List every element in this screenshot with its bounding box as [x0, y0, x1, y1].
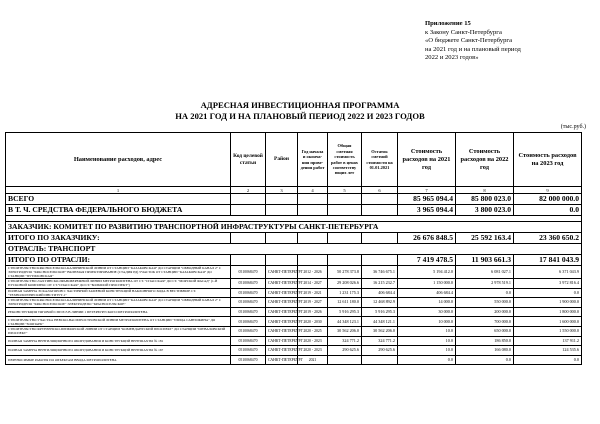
- header-name: Наименование расходов, адрес: [6, 133, 231, 187]
- branch-total-2021: 7 419 478.5: [398, 255, 456, 266]
- total-label: ВСЕГО: [6, 194, 231, 205]
- item-district: САНКТ-ПЕТЕРБУРГ: [266, 298, 298, 308]
- item-total-cost: 30 562 206.0: [328, 326, 362, 336]
- item-name: РЕКОНСТРУКЦИЯ ТЯГОВОЙ СПП 815 В ЛИНИИ 1 ПЕТЕРБУРГСКОГО МЕТРОПОЛИТЕНА: [6, 307, 231, 317]
- branch-total-2023: 17 841 043.9: [514, 255, 582, 266]
- item-2023: 3 972 816.4: [514, 279, 582, 289]
- item-years: 2021: [298, 355, 328, 365]
- item-remaining-cost: [362, 355, 398, 365]
- customer-total-2022: 25 592 163.4: [456, 233, 514, 244]
- item-district: САНКТ-ПЕТЕРБУРГ: [266, 346, 298, 356]
- table-row: [6, 288, 582, 298]
- branch-label: ОТРАСЛЬ: ТРАНСПОРТ: [6, 244, 582, 255]
- item-total-cost: 290 625.6: [328, 346, 362, 356]
- item-2022: 166 080.0: [456, 346, 514, 356]
- item-district: САНКТ-ПЕТЕРБУРГ: [266, 266, 298, 279]
- column-numbers-row: [6, 187, 582, 194]
- item-district: САНКТ-ПЕТЕРБУРГ: [266, 317, 298, 327]
- document-title: [0, 100, 600, 121]
- customer-total-2021: 26 676 848.5: [398, 233, 456, 244]
- header-district: Район: [266, 133, 298, 187]
- column-number: 7: [398, 187, 456, 194]
- item-2022: 6 081 027.1: [456, 266, 514, 279]
- item-name: ПОЛНАЯ ЗАМЕНА ЭСКАЛАТОРОВ С ЧАСТИЧНОЙ ЗАМЕНОЙ КОНСТРУКЦИЙ НАКЛОННОГО ХОДА В ВЕСТИБЮЛЕ СТ. "ТЕХНОЛОГИЧЕСКИЙ ИНСТИТУТ-1": [6, 288, 231, 298]
- item-remaining-cost: 16 215 232.7: [362, 279, 398, 289]
- item-name: СТРОИТЕЛЬСТВО КРАСНОСЕЛЬСКО-КАЛИНИНСКОЙ ЛИНИИ ОТ СТАНЦИИ "КАЗАКОВСКАЯ" ДО СТАНЦИИ "ОБВОДНЫЙ КАНАЛ 2" С ЭЛЕКТРОДЕПО "КРАСНОСЕЛЬСКОЕ" ЭЛЕКТРОДЕПО "КРАСНОСЕЛЬСКОЕ": [6, 298, 231, 308]
- item-remaining-cost: 36 746 675.1: [362, 266, 398, 279]
- item-2022: 650 000.0: [456, 326, 514, 336]
- item-total-cost: 50 278 373.8: [328, 266, 362, 279]
- customer-row: [6, 222, 582, 233]
- items-body: [6, 266, 582, 365]
- column-number: 9: [514, 187, 582, 194]
- item-2021: 1 150 000.0: [398, 279, 456, 289]
- item-2023: 6 371 043.9: [514, 266, 582, 279]
- item-remaining-cost: 44 348 121.1: [362, 317, 398, 327]
- item-2022: 700 000.0: [456, 317, 514, 327]
- program-table: [5, 132, 582, 365]
- column-number: 5: [328, 187, 362, 194]
- item-remaining-cost: 12 468 892.9: [362, 298, 398, 308]
- total-2023: 82 000 000.0: [514, 194, 582, 205]
- item-name: СТРОИТЕЛЬСТВО КРАСНОСЕЛЬСКО-КАЛИНИНСКОЙ ЛИНИИ ОТ СТАНЦИИ "КАЗАКОВСКАЯ" ДО СТАНЦИИ "ОБВОДНЫЙ КАНАЛ 2" С ЭЛЕКТРОДЕПО "КРАСНОСЕЛЬСКОЕ" ВКЛЮЧАЯ ПРОЕКТИРОВАНИЕ (СТАДИЯ РД) УЧАСТОК ОТ СТАНЦИИ "КАЗАКОВСКАЯ" ДО СТАНЦИИ "ПУТИЛОВСКАЯ": [6, 266, 231, 279]
- item-2021: 14 000.0: [398, 298, 456, 308]
- item-years: 2020 - 2030: [298, 317, 328, 327]
- total-row: [6, 194, 582, 205]
- item-remaining-cost: 30 562 206.0: [362, 326, 398, 336]
- table-row: [6, 326, 582, 336]
- customer-total-label: ИТОГО ПО ЗАКАЗЧИКУ:: [6, 233, 231, 244]
- item-years: 2020 - 2023: [298, 346, 328, 356]
- item-code: 0510068470: [231, 336, 266, 346]
- item-2021: 10.0: [398, 326, 456, 336]
- column-number: 1: [6, 187, 231, 194]
- branch-total-row: [6, 255, 582, 266]
- header-2021: Стоимость расходов на 2021 год: [398, 133, 456, 187]
- item-name: СТРОИТЕЛЬСТВО ФРУНЗЕНСКО-ПРИМОРСКОЙ ЛИНИИ ОТ СТАНЦИИ "КОМЕНДАНТСКИЙ ПРОСПЕКТ" ДО СТАНЦИИ "ШУВАЛОВСКИЙ ПРОСПЕКТ": [6, 326, 231, 336]
- item-total-cost: 1 231 175.3: [328, 288, 362, 298]
- customer-total-row: [6, 233, 582, 244]
- item-name: ПОЛНАЯ ЗАМЕНА ВЕНТИЛЯЦИОННОГО ОБОРУДОВАНИЯ И КОНСТРУКЦИЙ ВЕНТШАХТЫ № 167: [6, 346, 231, 356]
- item-code: 0510068470: [231, 346, 266, 356]
- item-remaining-cost: 324 771.2: [362, 336, 398, 346]
- column-number: 4: [298, 187, 328, 194]
- header-years: Год начала и оконча- ния прове- дения работ: [298, 133, 328, 187]
- item-2021: 0.0: [398, 355, 456, 365]
- federal-2021: 3 965 094.4: [398, 205, 456, 216]
- units-label: (тыс.руб.): [560, 124, 586, 130]
- item-code: 0510068470: [231, 279, 266, 289]
- total-2022: 85 800 023.0: [456, 194, 514, 205]
- appendix-line: 2022 и 2023 годов»: [425, 54, 479, 61]
- item-2021: 406 684.4: [398, 288, 456, 298]
- item-2021: 10 000.0: [398, 317, 456, 327]
- appendix-block: [425, 20, 595, 63]
- item-years: 2019 - 2021: [298, 288, 328, 298]
- title-line-1: АДРЕСНАЯ ИНВЕСТИЦИОННАЯ ПРОГРАММА: [200, 100, 400, 110]
- header-2023: Стоимость расходов на 2023 год: [514, 133, 582, 187]
- item-2021: 30 000.0: [398, 307, 456, 317]
- item-2023: 0.0: [514, 355, 582, 365]
- item-code: 0510068470: [231, 326, 266, 336]
- item-2022: 0.0: [456, 355, 514, 365]
- table-row: [6, 298, 582, 308]
- item-district: САНКТ-ПЕТЕРБУРГ: [266, 307, 298, 317]
- table-row: [6, 336, 582, 346]
- item-total-cost: 44 348 123.1: [328, 317, 362, 327]
- total-2021: 85 965 094.4: [398, 194, 456, 205]
- item-2021: 5 194 412.0: [398, 266, 456, 279]
- header-remaining-cost: Остаток сметной стоимости на 01.01.2021: [362, 133, 398, 187]
- table-row: [6, 346, 582, 356]
- header-total-cost: Общая сметная стоимость работ в ценах соответству ющих лет: [328, 133, 362, 187]
- column-number: 2: [231, 187, 266, 194]
- item-total-cost: 5 916 295.3: [328, 307, 362, 317]
- branch-row: [6, 244, 582, 255]
- table-row: [6, 266, 582, 279]
- table-row: [6, 279, 582, 289]
- item-code: 0510068470: [231, 355, 266, 365]
- item-2023: 0.0: [514, 288, 582, 298]
- item-2023: 1 550 000.0: [514, 326, 582, 336]
- federal-label: В Т. Ч. СРЕДСТВА ФЕДЕРАЛЬНОГО БЮДЖЕТА: [6, 205, 231, 216]
- customer-label: ЗАКАЗЧИК: КОМИТЕТ ПО РАЗВИТИЮ ТРАНСПОРТНОЙ ИНФРАСТРУКТУРЫ САНКТ-ПЕТЕРБУРГА: [6, 222, 582, 233]
- item-years: 2019 - 2027: [298, 298, 328, 308]
- item-remaining-cost: 290 625.6: [362, 346, 398, 356]
- federal-2023: 0.0: [514, 205, 582, 216]
- appendix-line: «О бюджете Санкт-Петербурга: [425, 37, 513, 44]
- item-2023: 124 535.6: [514, 346, 582, 356]
- header-code: Код целевой статьи: [231, 133, 266, 187]
- title-line-2: НА 2021 ГОД И НА ПЛАНОВЫЙ ПЕРИОД 2022 И 2023 ГОДОВ: [175, 110, 425, 121]
- item-total-cost: 12 611 180.0: [328, 298, 362, 308]
- table-row: [6, 307, 582, 317]
- item-remaining-cost: 5 916 295.3: [362, 307, 398, 317]
- item-district: САНКТ-ПЕТЕРБУРГ: [266, 279, 298, 289]
- item-district: САНКТ-ПЕТЕРБУРГ: [266, 288, 298, 298]
- federal-2022: 3 800 023.0: [456, 205, 514, 216]
- item-code: 0510068470: [231, 298, 266, 308]
- item-years: 2020 - 2025: [298, 326, 328, 336]
- item-2022: 200 000.0: [456, 307, 514, 317]
- item-name: СТРОИТЕЛЬСТВО УЧАСТКА НЕВСКО-ВАСИЛЕОСТРОВСКОЙ ЛИНИИ МЕТРОПОЛИТЕНА ОТ СТАНЦИИ "УЛИЦА САВУШКИНА" ДО СТАНЦИИ "ЗООПАРК": [6, 317, 231, 327]
- column-number: 6: [362, 187, 398, 194]
- column-number: 3: [266, 187, 298, 194]
- item-total-cost: 29 208 026.6: [328, 279, 362, 289]
- item-district: САНКТ-ПЕТЕРБУРГ: [266, 326, 298, 336]
- item-code: 0510068470: [231, 288, 266, 298]
- item-code: 0510068470: [231, 266, 266, 279]
- item-2022: 550 000.0: [456, 298, 514, 308]
- item-2023: 137 911.2: [514, 336, 582, 346]
- item-years: 2019 - 2026: [298, 307, 328, 317]
- item-2023: 1 900 000.0: [514, 298, 582, 308]
- branch-total-2022: 11 903 661.3: [456, 255, 514, 266]
- item-name: СТРОИТЕЛЬСТВО ЛАХТИНСКО-ПРАВОБЕРЕЖНОЙ ЛИНИИ МЕТРОПОЛИТЕНА ОТ СТ. "СПАССКАЯ" ДО СТ. "МОРСКОЙ ФАСАД" (1-Й ПУСКОВОЙ КОМПЛЕКС ОТ СТ."СПАССКАЯ" ДО СТ."БОЛЬШОЙ ПРОСПЕКТ"): [6, 279, 231, 289]
- item-2023: 1 800 000.0: [514, 307, 582, 317]
- item-district: САНКТ-ПЕТЕРБУРГ: [266, 355, 298, 365]
- item-2022: 186 850.0: [456, 336, 514, 346]
- federal-row: [6, 205, 582, 216]
- appendix-line: на 2021 год и на плановый период: [425, 45, 521, 53]
- item-remaining-cost: 406 684.4: [362, 288, 398, 298]
- item-2021: 10.0: [398, 336, 456, 346]
- item-2023: 1 600 000.0: [514, 317, 582, 327]
- item-code: 0510068470: [231, 317, 266, 327]
- item-years: 2012 - 2026: [298, 266, 328, 279]
- header-row: [6, 133, 582, 187]
- item-code: 0510068470: [231, 307, 266, 317]
- item-total-cost: 324 771.2: [328, 336, 362, 346]
- customer-total-2023: 23 360 650.2: [514, 233, 582, 244]
- table-row: [6, 355, 582, 365]
- table-row: [6, 317, 582, 327]
- item-years: 2020 - 2023: [298, 336, 328, 346]
- appendix-line: к Закону Санкт-Петербурга: [425, 28, 502, 36]
- item-2021: 10.0: [398, 346, 456, 356]
- item-name: ПОЛНАЯ ЗАМЕНА ВЕНТИЛЯЦИОННОГО ОБОРУДОВАНИЯ И КОНСТРУКЦИЙ ВЕНТШАХТЫ № 181: [6, 336, 231, 346]
- column-number: 8: [456, 187, 514, 194]
- item-2022: 2 978 519.1: [456, 279, 514, 289]
- branch-total-label: ИТОГО ПО ОТРАСЛИ:: [6, 255, 231, 266]
- item-2022: 0.0: [456, 288, 514, 298]
- header-2022: Стоимость расходов на 2022 год: [456, 133, 514, 187]
- item-name: ПЕРЕНОСИМЫЕ РАБОТЫ ПО ОБЪЕКТАМ ВВОДА МЕТРОПОЛИТЕНА: [6, 355, 231, 365]
- item-years: 2014 - 2027: [298, 279, 328, 289]
- item-total-cost: [328, 355, 362, 365]
- appendix-number: Приложение 15: [425, 20, 471, 27]
- item-district: САНКТ-ПЕТЕРБУРГ: [266, 336, 298, 346]
